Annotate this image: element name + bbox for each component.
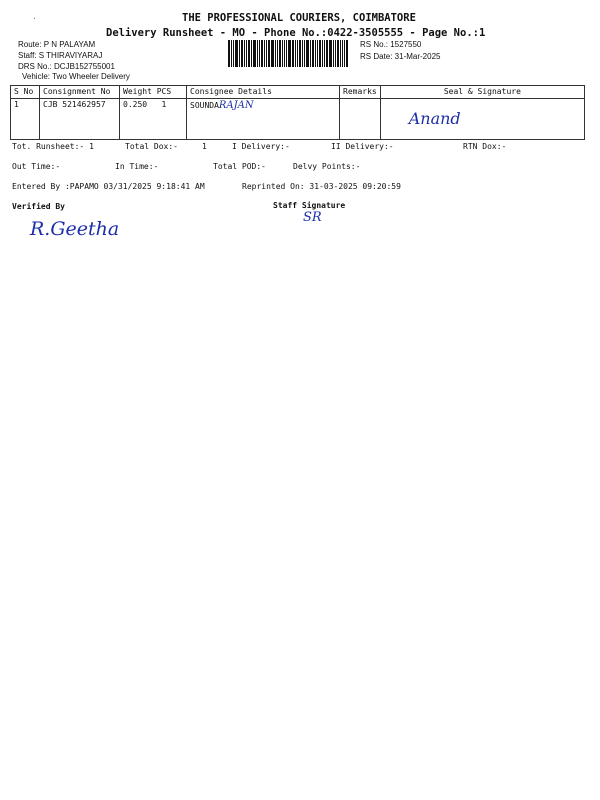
out-time: Out Time:- (12, 162, 61, 171)
barcode-bar (248, 40, 250, 67)
cell-weight: 0.250 (123, 100, 148, 109)
delvy-points: Delvy Points:- (293, 162, 361, 171)
barcode-bar (259, 40, 260, 67)
barcode-bar (317, 40, 318, 67)
vehicle-label: Vehicle: Two Wheeler Delivery (22, 72, 130, 81)
runsheet-table (10, 85, 585, 140)
barcode-bar (241, 40, 243, 67)
barcode-bar (231, 40, 232, 67)
barcode-bar (268, 40, 270, 67)
cell-seal-signature (380, 99, 584, 140)
staff-signature-label: Staff Signature (273, 201, 346, 210)
rtn-dox: RTN Dox:- (463, 142, 507, 151)
barcode-bar (299, 40, 301, 67)
consignee-handwritten: RAJAN (218, 100, 254, 111)
col-header-consignment: Consignment No (40, 86, 120, 99)
entered-by: Entered By :PAPAMO 03/31/2025 9:18:41 AM (12, 182, 205, 191)
col-header-sno: S No (11, 86, 40, 99)
rs-date: RS Date: 31-Mar-2025 (360, 52, 441, 61)
barcode-bar (326, 40, 328, 67)
company-title: THE PROFESSIONAL COURIERS, COIMBATORE (182, 12, 416, 24)
barcode-bar (315, 40, 316, 67)
barcode-bar (335, 40, 336, 67)
runsheet-subtitle: Delivery Runsheet - MO - Phone No.:0422-3505555 - Page No.:1 (106, 27, 486, 39)
verifier-signature: R.Geetha (30, 218, 120, 240)
barcode-bar (329, 40, 332, 67)
total-dox-value: 1 (202, 142, 207, 151)
route-label: Route: P N PALAYAM (18, 40, 96, 49)
barcode-bar (306, 40, 309, 67)
cell-weight-pcs (120, 99, 187, 140)
drs-number: DRS No.: DCJB152755001 (18, 62, 115, 71)
barcode-bar (340, 40, 341, 67)
barcode-bar (284, 40, 285, 67)
barcode-bar (337, 40, 339, 67)
ii-delivery: II Delivery:- (331, 142, 394, 151)
barcode-bar (319, 40, 321, 67)
barcode-bar (310, 40, 311, 67)
barcode-bar (302, 40, 303, 67)
barcode-bar (235, 40, 238, 67)
reprinted-on: Reprinted On: 31-03-2025 09:20:59 (242, 182, 401, 191)
barcode-bar (266, 40, 267, 67)
tot-runsheet: Tot. Runsheet:- 1 (12, 142, 94, 151)
barcode-bar (261, 40, 263, 67)
barcode-bar (271, 40, 274, 67)
barcode-bar (282, 40, 283, 67)
cell-pcs: 1 (161, 100, 167, 109)
barcode-image (228, 40, 353, 67)
total-dox-label: Total Dox:- (125, 142, 178, 151)
cell-consignee (187, 99, 340, 140)
barcode-bar (264, 40, 265, 67)
total-pod: Total POD:- (213, 162, 266, 171)
rs-number: RS No.: 1527550 (360, 40, 422, 49)
barcode-bar (286, 40, 287, 67)
barcode-bar (251, 40, 252, 67)
barcode-bar (257, 40, 258, 67)
cell-remarks (340, 99, 381, 140)
barcode-bar (288, 40, 291, 67)
barcode-bar (297, 40, 298, 67)
col-header-consignee: Consignee Details (187, 86, 340, 99)
in-time: In Time:- (115, 162, 159, 171)
barcode-bar (292, 40, 294, 67)
barcode-bar (295, 40, 296, 67)
barcode-bar (333, 40, 334, 67)
consignee-printed: SOUNDA (190, 101, 219, 110)
verified-by-label: Verified By (12, 202, 65, 211)
table-header-row (11, 86, 585, 99)
barcode-bar (233, 40, 234, 67)
barcode-bar (342, 40, 343, 67)
barcode-bar (228, 40, 230, 67)
col-header-seal-signature: Seal & Signature (380, 86, 584, 99)
barcode-bar (324, 40, 325, 67)
barcode-bar (344, 40, 345, 67)
col-header-remarks: Remarks (340, 86, 381, 99)
barcode-bar (304, 40, 305, 67)
barcode-bar (279, 40, 281, 67)
barcode-bar (322, 40, 323, 67)
staff-label: Staff: S THIRAVIYARAJ (18, 51, 103, 60)
cell-sno: 1 (11, 99, 40, 140)
barcode-bar (275, 40, 276, 67)
table-row (11, 99, 585, 140)
barcode-bar (239, 40, 240, 67)
i-delivery: I Delivery:- (232, 142, 290, 151)
receiver-signature: Anand (408, 109, 461, 128)
cell-consignment: CJB 521462957 (40, 99, 120, 140)
barcode-bar (346, 40, 348, 67)
barcode-bar (246, 40, 247, 67)
barcode-bar (312, 40, 314, 67)
barcode-bar (277, 40, 278, 67)
staff-signature-mark: SR (303, 210, 322, 225)
barcode-bar (253, 40, 256, 67)
barcode-bar (244, 40, 245, 67)
col-header-weight-pcs: Weight PCS (120, 86, 187, 99)
printer-mark: · (32, 14, 37, 23)
